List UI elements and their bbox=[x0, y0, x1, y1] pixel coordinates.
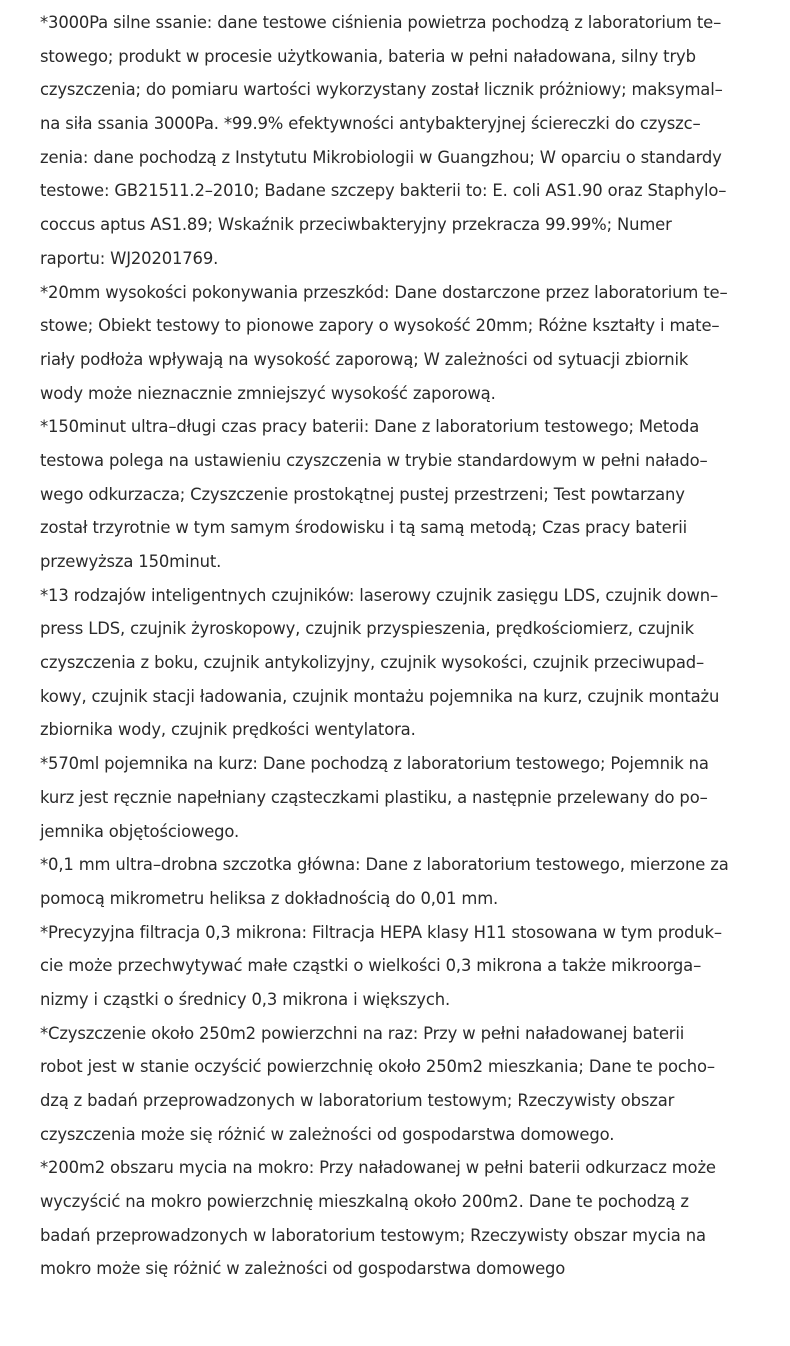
note-cleaning-area bbox=[40, 1017, 740, 1152]
note-line: *3000Pa silne ssanie: dane testowe ciśnienia powietrza pochodzą z laboratorium te– bbox=[40, 13, 722, 32]
note-line: na siła ssania 3000Pa. *99.9% efektywności antybakteryjnej ściereczki do czyszc– bbox=[40, 114, 701, 134]
note-battery-time bbox=[40, 410, 740, 578]
note-line: jemnika objętościowego. bbox=[40, 821, 240, 841]
note-line: badań przeprowadzonych w laboratorium testowym; Rzeczywisty obszar mycia na bbox=[40, 1225, 706, 1245]
note-line: *Czyszczenie około 250m2 powierzchni na raz: Przy w pełni naładowanej baterii bbox=[40, 1023, 685, 1043]
note-line: *Precyzyjna filtracja 0,3 mikrona: Filtracja HEPA klasy H11 stosowana w tym produk– bbox=[40, 922, 722, 942]
note-line: czyszczenia; do pomiaru wartości wykorzystany został licznik próżniowy; maksymal– bbox=[40, 80, 723, 100]
note-line: testowe: GB21511.2–2010; Badane szczepy bakterii to: E. coli AS1.90 oraz Staphylo– bbox=[40, 181, 727, 201]
note-line: cie może przechwytywać małe cząstki o wielkości 0,3 mikrona a także mikroorga– bbox=[40, 956, 702, 976]
note-line: zbiornika wody, czujnik prędkości wentylatora. bbox=[40, 720, 416, 740]
note-line: *20mm wysokości pokonywania przeszkód: Dane dostarczone przez laboratorium te– bbox=[40, 282, 728, 302]
note-line: wody może nieznacznie zmniejszyć wysokość zaporową. bbox=[40, 383, 496, 403]
note-hepa-filtration bbox=[40, 916, 740, 1017]
note-line: riały podłoża wpływają na wysokość zaporową; W zależności od sytuacji zbiornik bbox=[40, 349, 689, 369]
note-line: przewyższa 150minut. bbox=[40, 552, 222, 571]
note-line: *0,1 mm ultra–drobna szczotka główna: Dane z laboratorium testowego, mierzone za bbox=[40, 855, 729, 875]
note-line: zenia: dane pochodzą z Instytutu Mikrobiologii w Guangzhou; W oparciu o standardy bbox=[40, 147, 722, 167]
note-line: mokro może się różnić w zależności od gospodarstwa domowego bbox=[40, 1259, 566, 1279]
note-line: *200m2 obszaru mycia na mokro: Przy naładowanej w pełni baterii odkurzacz może bbox=[40, 1158, 716, 1178]
note-mopping-area bbox=[40, 1151, 740, 1286]
note-line: coccus aptus AS1.89; Wskaźnik przeciwbakteryjny przekracza 99.99%; Numer bbox=[40, 215, 672, 235]
note-line: *570ml pojemnika na kurz: Dane pochodzą z laboratorium testowego; Pojemnik na bbox=[40, 754, 709, 774]
note-line: pomocą mikrometru heliksa z dokładnością do 0,01 mm. bbox=[40, 888, 499, 908]
note-line: został trzyrotnie w tym samym środowisku i tą samą metodą; Czas pracy baterii bbox=[40, 518, 687, 538]
note-line: *150minut ultra–długi czas pracy baterii: Dane z laboratorium testowego; Metoda bbox=[40, 417, 700, 437]
note-line: kurz jest ręcznie napełniany cząsteczkami plastiku, a następnie przelewany do po– bbox=[40, 787, 708, 807]
note-line: stowego; produkt w procesie użytkowania, bateria w pełni naładowana, silny tryb bbox=[40, 46, 696, 66]
note-smart-sensors bbox=[40, 579, 740, 747]
disclaimer-notes bbox=[40, 6, 740, 1286]
note-dust-container bbox=[40, 747, 740, 848]
note-line: stowe; Obiekt testowy to pionowe zapory o wysokość 20mm; Różne kształty i mate– bbox=[40, 316, 720, 336]
note-obstacle-height bbox=[40, 276, 740, 411]
note-line: kowy, czujnik stacji ładowania, czujnik montażu pojemnika na kurz, czujnik montażu bbox=[40, 686, 720, 706]
note-suction-and-antibacterial bbox=[40, 6, 740, 276]
note-line: press LDS, czujnik żyroskopowy, czujnik przyspieszenia, prędkościomierz, czujnik bbox=[40, 619, 694, 639]
note-line: raportu: WJ20201769. bbox=[40, 248, 219, 268]
note-line: czyszczenia z boku, czujnik antykolizyjny, czujnik wysokości, czujnik przeciwupad– bbox=[40, 653, 705, 673]
note-line: czyszczenia może się różnić w zależności od gospodarstwa domowego. bbox=[40, 1124, 615, 1144]
note-line: robot jest w stanie oczyścić powierzchnię około 250m2 mieszkania; Dane te pocho– bbox=[40, 1057, 715, 1077]
note-line: wyczyścić na mokro powierzchnię mieszkalną około 200m2. Dane te pochodzą z bbox=[40, 1192, 689, 1212]
note-line: *13 rodzajów inteligentnych czujników: laserowy czujnik zasięgu LDS, czujnik down– bbox=[40, 585, 719, 605]
note-line: nizmy i cząstki o średnicy 0,3 mikrona i większych. bbox=[40, 989, 451, 1009]
note-line: wego odkurzacza; Czyszczenie prostokątnej pustej przestrzeni; Test powtarzany bbox=[40, 484, 685, 504]
note-main-brush bbox=[40, 848, 740, 915]
note-line: testowa polega na ustawieniu czyszczenia w trybie standardowym w pełni nałado– bbox=[40, 450, 708, 470]
note-line: dzą z badań przeprowadzonych w laboratorium testowym; Rzeczywisty obszar bbox=[40, 1091, 675, 1110]
